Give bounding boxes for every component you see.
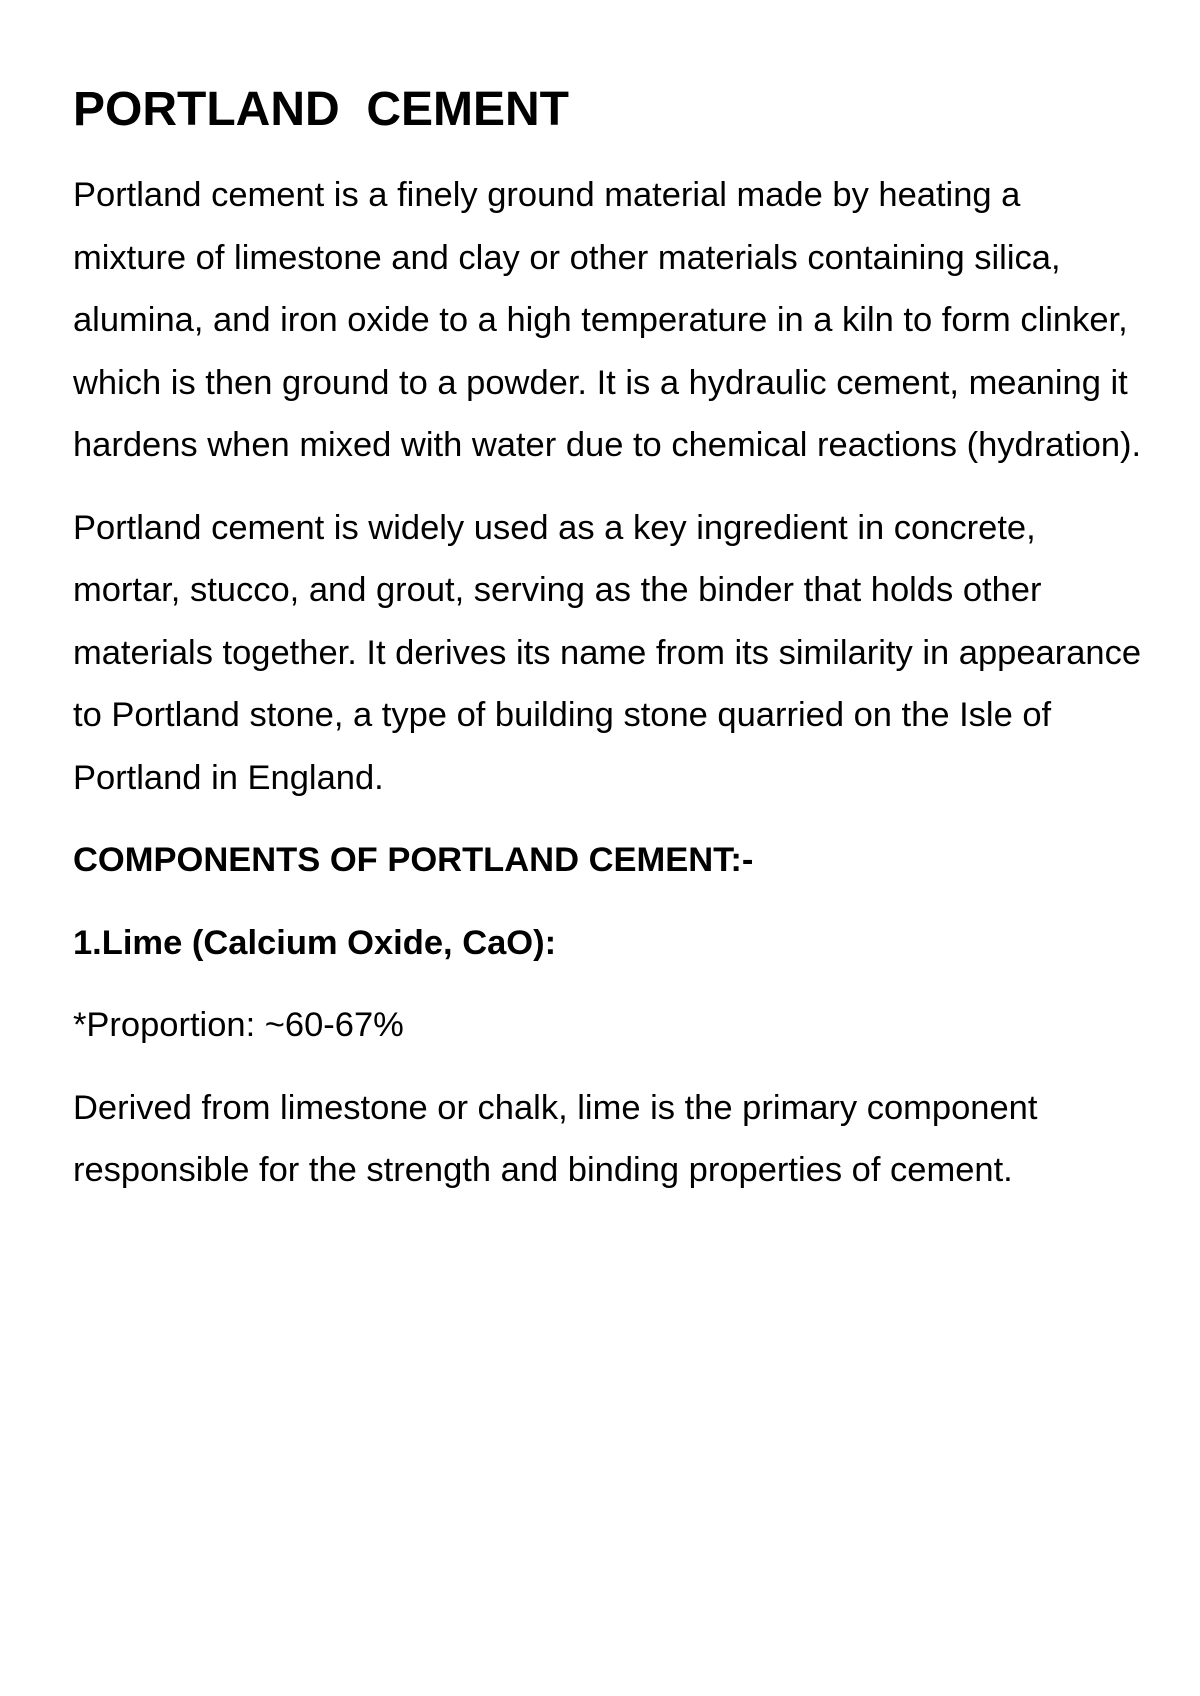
component-heading: 1.Lime (Calcium Oxide, CaO): bbox=[73, 923, 557, 962]
component-lime bbox=[73, 912, 1143, 1202]
component-description: Derived from limestone or chalk, lime is the primary component responsible for the strength and binding properties of cement. bbox=[73, 1088, 1038, 1189]
page-title: PORTLAND CEMENT bbox=[73, 83, 569, 136]
components-heading: COMPONENTS OF PORTLAND CEMENT:- bbox=[73, 841, 754, 879]
component-proportion: *Proportion: ~60-67% bbox=[73, 1006, 404, 1044]
usage-paragraph: Portland cement is widely used as a key ingredient in concrete, mortar, stucco, and grout, serving as the binder that holds other materials together. It derives its name from its similarity in appearance to Portland stone, a type of building stone quarried on the Isle of Portland in England. bbox=[73, 508, 1142, 797]
document-body bbox=[73, 78, 1143, 1222]
intro-paragraph: Portland cement is a finely ground material made by heating a mixture of limestone and clay or other materials containing silica, alumina, and iron oxide to a high temperature in a kiln to form clinker, which is then ground to a powder. It is a hydraulic cement, meaning it hardens when mixed with water due to chemical reactions (hydration). bbox=[73, 176, 1142, 464]
